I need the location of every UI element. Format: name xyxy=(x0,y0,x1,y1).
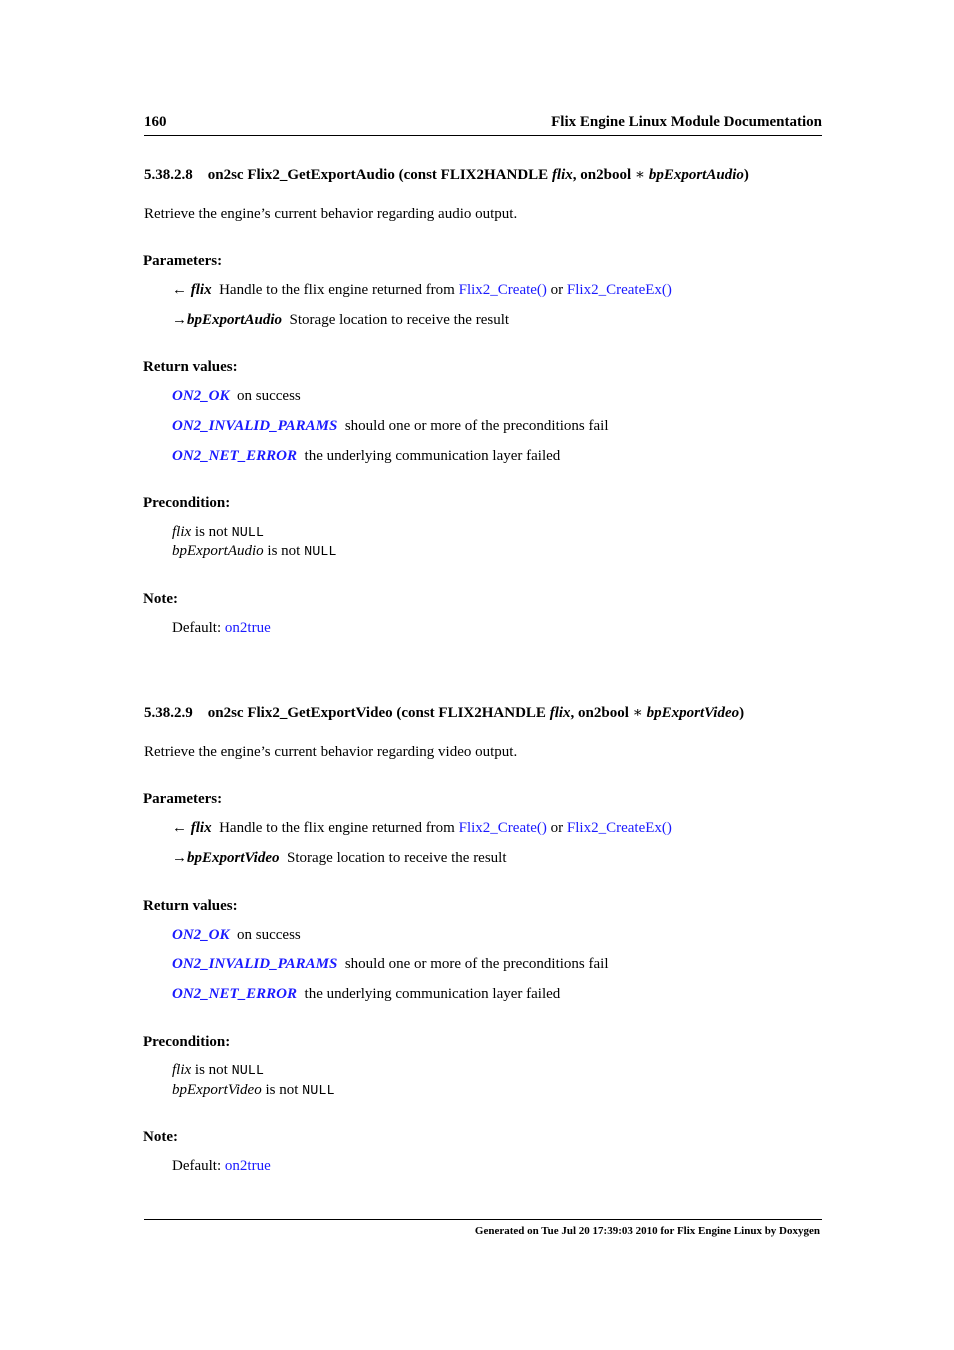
note-prefix: Default: xyxy=(172,620,222,636)
param-row xyxy=(172,282,672,299)
return-text: should one or more of the preconditions fail xyxy=(344,956,609,972)
return-row xyxy=(172,927,301,944)
precondition-row xyxy=(172,543,337,560)
param-row xyxy=(172,850,507,867)
return-code-link[interactable]: ON2_INVALID_PARAMS xyxy=(172,418,338,434)
precondition-is-not: is not xyxy=(267,543,301,559)
precondition-is-not: is not xyxy=(194,524,228,540)
precondition-row xyxy=(172,524,264,541)
signature-mid: , on2bool xyxy=(572,167,632,183)
section-number: 5.38.2.8 xyxy=(144,167,193,183)
section-number: 5.38.2.9 xyxy=(144,705,193,721)
return-code-link[interactable]: ON2_OK xyxy=(172,388,230,404)
return-text: the underlying communication layer failed xyxy=(304,986,561,1002)
return-row xyxy=(172,388,301,405)
header-rule xyxy=(144,135,822,136)
flix2-createex-link[interactable]: Flix2_CreateEx() xyxy=(566,282,672,298)
parameters-label: Parameters: xyxy=(143,253,223,269)
parameters-label: Parameters: xyxy=(143,791,223,807)
return-row xyxy=(172,986,560,1003)
signature-arg: flix xyxy=(549,705,571,721)
param-text: Storage location to receive the result xyxy=(289,312,510,328)
note-label: Note: xyxy=(143,1129,178,1145)
pointer-symbol: ∗ xyxy=(632,705,643,721)
flix2-create-link[interactable]: Flix2_Create() xyxy=(458,820,547,836)
precondition-row xyxy=(172,1062,264,1079)
on2true-link[interactable]: on2true xyxy=(224,620,271,636)
note-row xyxy=(172,1158,271,1175)
param-row xyxy=(172,820,672,837)
return-row xyxy=(172,418,609,435)
return-code-link[interactable]: ON2_NET_ERROR xyxy=(172,986,298,1002)
running-title: Flix Engine Linux Module Documentation xyxy=(551,114,822,130)
direction-out-icon: → xyxy=(172,312,187,328)
pointer-symbol: ∗ xyxy=(634,167,646,183)
param-or: or xyxy=(550,820,564,836)
note-label: Note: xyxy=(143,591,178,607)
param-text: Handle to the flix engine returned from xyxy=(219,820,455,836)
precondition-is-not: is not xyxy=(194,1062,228,1078)
precondition-label: Precondition: xyxy=(143,1034,231,1050)
return-row xyxy=(172,956,609,973)
footer-rule xyxy=(144,1219,822,1220)
return-code-link[interactable]: ON2_NET_ERROR xyxy=(172,448,298,464)
precondition-row xyxy=(172,1082,335,1099)
precondition-label: Precondition: xyxy=(143,495,231,511)
precondition-name: flix xyxy=(172,524,192,540)
flix2-createex-link[interactable]: Flix2_CreateEx() xyxy=(566,820,672,836)
param-name: bpExportVideo xyxy=(187,850,280,866)
precondition-is-not: is not xyxy=(265,1082,299,1098)
return-text: on success xyxy=(237,388,301,404)
return-text: on success xyxy=(237,927,301,943)
section-heading xyxy=(144,165,749,184)
note-prefix: Default: xyxy=(172,1158,222,1174)
direction-out-icon: → xyxy=(172,850,187,866)
return-text: should one or more of the preconditions fail xyxy=(344,418,609,434)
signature-arg: bpExportVideo xyxy=(646,705,740,721)
signature-prefix: on2sc Flix2_GetExportVideo (const FLIX2HANDLE xyxy=(207,705,546,721)
direction-in-icon: ← xyxy=(172,282,187,298)
return-values-label: Return values: xyxy=(143,898,238,914)
param-name: flix xyxy=(190,820,212,836)
signature-mid: , on2bool xyxy=(570,705,629,721)
function-description: Retrieve the engine’s current behavior regarding video output. xyxy=(144,744,518,760)
precondition-value: NULL xyxy=(304,545,337,560)
precondition-value: NULL xyxy=(231,526,265,541)
param-name: flix xyxy=(190,282,212,298)
param-row xyxy=(172,312,509,329)
note-row xyxy=(172,620,271,637)
precondition-value: NULL xyxy=(231,1064,265,1079)
page-number: 160 xyxy=(144,114,167,130)
signature-end: ) xyxy=(739,705,745,721)
return-values-label: Return values: xyxy=(143,359,238,375)
footer-text: Generated on Tue Jul 20 17:39:03 2010 for Flix Engine Linux by Doxygen xyxy=(474,1225,820,1237)
return-code-link[interactable]: ON2_INVALID_PARAMS xyxy=(172,956,338,972)
on2true-link[interactable]: on2true xyxy=(224,1158,271,1174)
precondition-value: NULL xyxy=(302,1084,335,1099)
param-text: Storage location to receive the result xyxy=(287,850,507,866)
precondition-name: flix xyxy=(172,1062,192,1078)
precondition-name: bpExportVideo xyxy=(172,1082,262,1098)
return-row xyxy=(172,448,560,465)
return-text: the underlying communication layer failed xyxy=(304,448,561,464)
section-heading xyxy=(144,703,744,722)
signature-arg: bpExportAudio xyxy=(648,167,744,183)
param-text: Handle to the flix engine returned from xyxy=(219,282,455,298)
param-name: bpExportAudio xyxy=(187,312,283,328)
direction-in-icon: ← xyxy=(172,820,187,836)
precondition-name: bpExportAudio xyxy=(172,543,264,559)
signature-end: ) xyxy=(743,167,749,183)
function-description: Retrieve the engine’s current behavior regarding audio output. xyxy=(144,206,518,222)
signature-prefix: on2sc Flix2_GetExportAudio (const FLIX2HANDLE xyxy=(207,167,549,183)
signature-arg: flix xyxy=(551,167,573,183)
param-or: or xyxy=(550,282,564,298)
flix2-create-link[interactable]: Flix2_Create() xyxy=(458,282,547,298)
return-code-link[interactable]: ON2_OK xyxy=(172,927,230,943)
